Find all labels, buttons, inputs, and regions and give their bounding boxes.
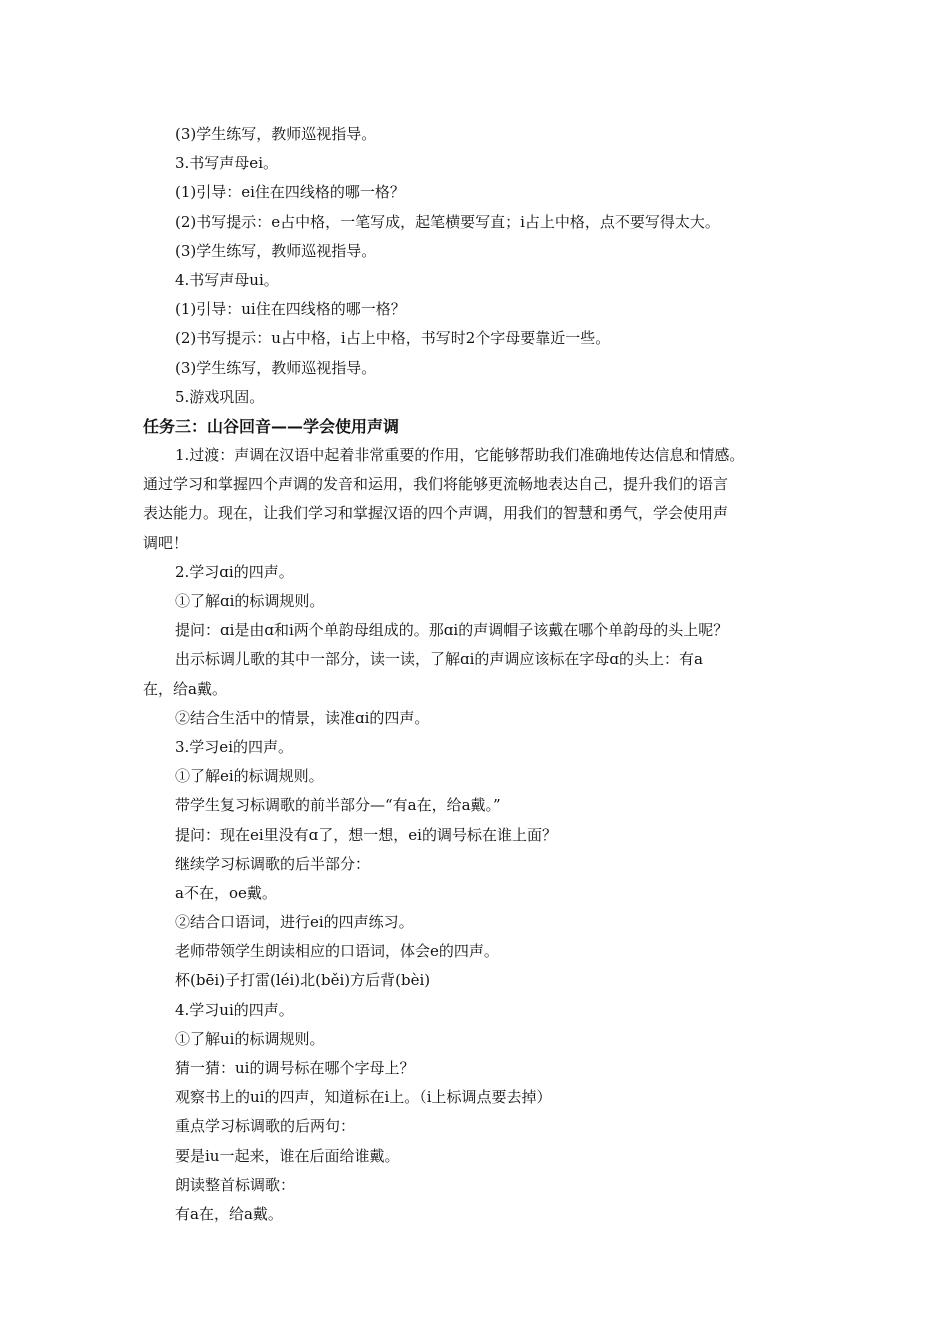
text-line: (3)学生练写，教师巡视指导。: [175, 241, 377, 260]
section-heading: 任务三：山谷回音——学会使用声调: [143, 416, 400, 436]
text-line: ①了解ɑi的标调规则。: [175, 592, 325, 610]
text-line: 4.学习ui的四声。: [175, 1000, 294, 1019]
text-line: a不在，oe戴。: [175, 883, 277, 902]
text-line: 通过学习和掌握四个声调的发音和运用，我们将能够更流畅地表达自己，提升我们的语言: [143, 475, 729, 494]
text-line: (1)引导：ui住在四线格的哪一格？: [175, 300, 406, 319]
text-line: 5.游戏巩固。: [175, 387, 265, 406]
text-line: (1)引导：ei住在四线格的哪一格？: [175, 183, 405, 202]
text-line: 出示标调儿歌的其中一部分，读一读，了解ɑi的声调应该标在字母ɑ的头上：有a: [175, 650, 703, 669]
text-line: 有a在，给a戴。: [175, 1204, 283, 1223]
text-line: (2)书写提示：u占中格，i占上中格，书写时2个字母要靠近一些。: [175, 329, 611, 348]
text-line: 3.学习ei的四声。: [175, 737, 293, 756]
text-line: 表达能力。现在，让我们学习和掌握汉语的四个声调，用我们的智慧和勇气，学会使用声: [143, 504, 729, 523]
text-line: 调吧！: [143, 533, 189, 552]
text-line: 4.书写声母ui。: [175, 270, 279, 289]
text-line: 1.过渡：声调在汉语中起着非常重要的作用，它能够帮助我们准确地传达信息和情感。: [175, 446, 745, 465]
text-line: 猜一猜：ui的调号标在哪个字母上？: [175, 1059, 415, 1077]
text-line: 观察书上的ui的四声，知道标在i上。（i上标调点要去掉）: [175, 1088, 552, 1107]
text-line: 重点学习标调歌的后两句：: [175, 1117, 356, 1136]
document-body: [143, 120, 813, 1229]
text-line: 提问：ɑi是由ɑ和i两个单韵母组成的。那ɑi的声调帽子该戴在哪个单韵母的头上呢？: [175, 621, 729, 640]
text-line: 继续学习标调歌的后半部分：: [175, 854, 371, 873]
text-line: ①了解ei的标调规则。: [175, 767, 324, 786]
text-line: 朗读整首标调歌：: [175, 1175, 296, 1194]
text-line: ②结合生活中的情景，读准ɑi的四声。: [175, 708, 430, 727]
text-line: (2)书写提示：e占中格，一笔写成，起笔横要写直；i占上中格，点不要写得太大。: [175, 212, 720, 231]
text-line: (3)学生练写，教师巡视指导。: [175, 358, 377, 377]
text-line: ②结合口语词，进行ei的四声练习。: [175, 913, 414, 932]
text-line: 老师带领学生朗读相应的口语词，体会e的四声。: [175, 942, 499, 961]
text-line: 3.书写声母ei。: [175, 154, 278, 173]
text-line: 在，给a戴。: [143, 679, 227, 698]
text-line: 提问：现在ei里没有ɑ了，想一想，ei的调号标在谁上面？: [175, 825, 557, 844]
text-line: 带学生复习标调歌的前半部分—“有a在，给a戴。”: [175, 796, 501, 815]
text-line: 杯(bēi)子打雷(léi)北(běi)方后背(bèi): [175, 971, 431, 990]
text-line: 要是iu一起来，谁在后面给谁戴。: [175, 1146, 400, 1165]
text-line: ①了解ui的标调规则。: [175, 1029, 325, 1048]
text-line: (3)学生练写，教师巡视指导。: [175, 125, 377, 143]
text-line: 2.学习ɑi的四声。: [175, 562, 294, 581]
